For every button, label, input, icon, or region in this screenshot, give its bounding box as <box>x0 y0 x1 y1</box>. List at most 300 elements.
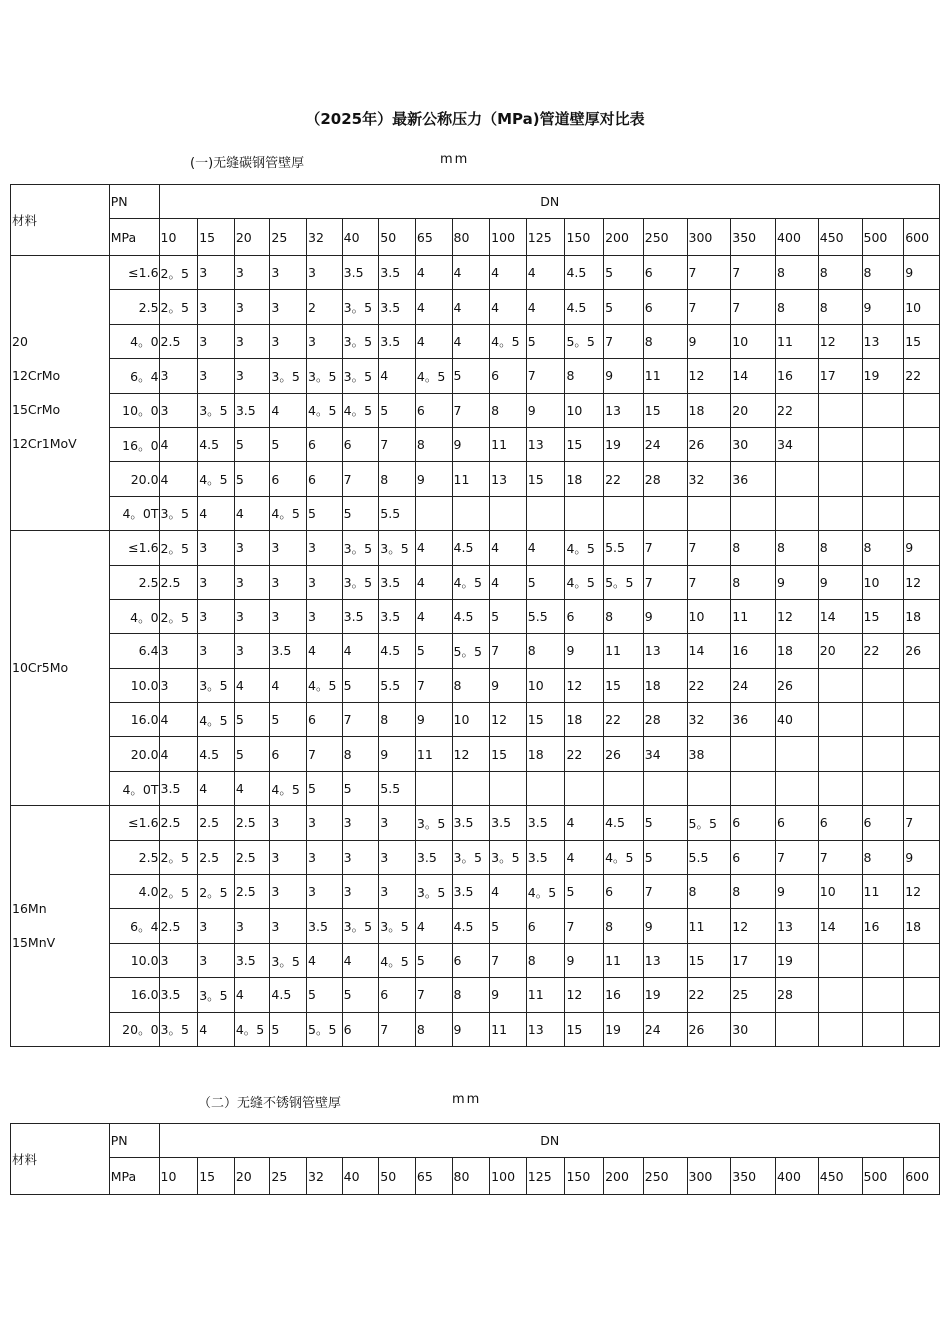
thickness-value: 4 <box>198 1012 235 1046</box>
thickness-value: 8 <box>687 875 731 909</box>
thickness-value: 12 <box>818 324 862 358</box>
thickness-value: 19 <box>604 1012 644 1046</box>
mpa-header: MPa <box>109 1158 159 1195</box>
thickness-value: 8 <box>643 324 687 358</box>
thickness-value: 8 <box>565 359 604 393</box>
thickness-value: 3。5 <box>270 943 307 977</box>
dn-size-cell: 100 <box>490 1158 527 1195</box>
thickness-value: 3 <box>159 943 198 977</box>
thickness-value: 4。5 <box>198 703 235 737</box>
thickness-value: 9 <box>490 668 527 702</box>
thickness-value <box>776 496 819 530</box>
thickness-value: 7 <box>731 256 776 290</box>
thickness-value <box>604 771 644 805</box>
thickness-value <box>904 943 940 977</box>
thickness-value <box>904 496 940 530</box>
thickness-value: 18 <box>565 462 604 496</box>
thickness-value: 5 <box>415 943 452 977</box>
thickness-value: 15 <box>526 703 565 737</box>
dn-sizes-row <box>11 219 940 256</box>
thickness-value: 26 <box>604 737 644 771</box>
pn-value: 4。0 <box>109 324 159 358</box>
thickness-value: 4。5 <box>452 565 490 599</box>
thickness-value <box>904 703 940 737</box>
thickness-value: 4 <box>452 256 490 290</box>
thickness-value <box>904 462 940 496</box>
thickness-value: 2.5 <box>159 565 198 599</box>
thickness-value: 9 <box>643 909 687 943</box>
thickness-value <box>818 943 862 977</box>
thickness-value <box>862 496 904 530</box>
thickness-value: 9 <box>776 875 819 909</box>
thickness-value: 3。5 <box>342 565 379 599</box>
thickness-value: 3 <box>198 324 235 358</box>
thickness-value: 30 <box>731 427 776 461</box>
thickness-value: 7 <box>452 393 490 427</box>
thickness-value: 18 <box>904 599 940 633</box>
thickness-value: 9 <box>904 840 940 874</box>
table-row <box>11 393 940 427</box>
thickness-value: 13 <box>643 634 687 668</box>
thickness-value: 5 <box>342 978 379 1012</box>
thickness-value: 8 <box>604 909 644 943</box>
thickness-value <box>452 496 490 530</box>
thickness-value: 4 <box>415 324 452 358</box>
thickness-value: 3.5 <box>526 806 565 840</box>
thickness-value: 8 <box>415 1012 452 1046</box>
thickness-value: 8 <box>776 290 819 324</box>
thickness-value: 6 <box>604 875 644 909</box>
thickness-value: 12 <box>687 359 731 393</box>
dn-size-cell: 250 <box>643 219 687 256</box>
thickness-value: 5 <box>643 806 687 840</box>
thickness-value: 3 <box>234 634 270 668</box>
thickness-value: 3。5 <box>379 531 416 565</box>
table-row <box>11 668 940 702</box>
thickness-value: 14 <box>818 599 862 633</box>
thickness-value: 22 <box>604 703 644 737</box>
thickness-value: 3 <box>342 875 379 909</box>
thickness-value: 4 <box>526 290 565 324</box>
thickness-value: 7 <box>307 737 343 771</box>
thickness-value: 3 <box>307 256 343 290</box>
thickness-value: 3 <box>234 359 270 393</box>
thickness-value: 6 <box>342 1012 379 1046</box>
thickness-value: 10 <box>862 565 904 599</box>
thickness-value: 5 <box>490 909 527 943</box>
pn-header: PN <box>109 1124 159 1158</box>
thickness-value: 20 <box>818 634 862 668</box>
thickness-value: 7 <box>643 531 687 565</box>
thickness-value: 3。5 <box>307 359 343 393</box>
material-name: 10Cr5Mo <box>12 660 69 676</box>
thickness-value: 13 <box>776 909 819 943</box>
table-row <box>11 737 940 771</box>
thickness-value: 15 <box>490 737 527 771</box>
thickness-value: 3 <box>198 290 235 324</box>
thickness-value <box>526 496 565 530</box>
thickness-value <box>415 496 452 530</box>
thickness-value: 12 <box>565 668 604 702</box>
thickness-value: 4 <box>565 806 604 840</box>
pn-value: 2.5 <box>109 290 159 324</box>
thickness-value: 3 <box>270 909 307 943</box>
pn-value: 16.0 <box>109 978 159 1012</box>
thickness-value: 8 <box>731 565 776 599</box>
pn-value: 16.0 <box>109 703 159 737</box>
thickness-value: 8 <box>452 978 490 1012</box>
thickness-value <box>490 771 527 805</box>
dn-size-cell: 200 <box>604 1158 644 1195</box>
thickness-value: 11 <box>731 599 776 633</box>
carbon-steel-wall-thickness-table <box>10 184 940 1047</box>
dn-size-cell: 400 <box>776 1158 819 1195</box>
thickness-value: 4 <box>415 565 452 599</box>
thickness-value: 22 <box>862 634 904 668</box>
thickness-value: 18 <box>643 668 687 702</box>
pn-value: 4。0 <box>109 599 159 633</box>
section2-heading: （二）无缝不锈钢管壁厚 <box>198 1096 342 1111</box>
dn-size-cell: 300 <box>687 219 731 256</box>
dn-size-cell: 150 <box>565 219 604 256</box>
pn-value: 20.0 <box>109 737 159 771</box>
thickness-value: 5 <box>342 668 379 702</box>
thickness-value: 5 <box>643 840 687 874</box>
thickness-value: 3 <box>159 393 198 427</box>
table-row <box>11 634 940 668</box>
thickness-value: 3。5 <box>198 978 235 1012</box>
thickness-value <box>731 737 776 771</box>
thickness-value: 7 <box>687 565 731 599</box>
table-row <box>11 771 940 805</box>
thickness-value: 8 <box>818 531 862 565</box>
thickness-value: 8 <box>731 875 776 909</box>
dn-sizes-row <box>11 1158 940 1195</box>
pn-value: 6.4 <box>109 634 159 668</box>
thickness-value: 3 <box>234 909 270 943</box>
pn-value: ≤1.6 <box>109 806 159 840</box>
thickness-value: 14 <box>818 909 862 943</box>
thickness-value <box>904 427 940 461</box>
thickness-value: 9 <box>452 427 490 461</box>
thickness-value: 36 <box>731 703 776 737</box>
table-row <box>11 462 940 496</box>
thickness-value: 3 <box>379 840 416 874</box>
thickness-value: 2。5 <box>159 599 198 633</box>
thickness-value: 3 <box>270 256 307 290</box>
thickness-value: 4 <box>159 737 198 771</box>
thickness-value: 3。5 <box>490 840 527 874</box>
thickness-value: 2。5 <box>159 256 198 290</box>
thickness-value: 7 <box>379 1012 416 1046</box>
thickness-value: 8 <box>342 737 379 771</box>
thickness-value: 34 <box>643 737 687 771</box>
stainless-steel-wall-thickness-table <box>10 1123 940 1195</box>
thickness-value: 3。5 <box>415 875 452 909</box>
thickness-value: 4 <box>415 256 452 290</box>
thickness-value: 6 <box>643 290 687 324</box>
thickness-value: 7 <box>565 909 604 943</box>
thickness-value <box>818 462 862 496</box>
material-cell <box>11 531 110 806</box>
thickness-value: 8 <box>526 943 565 977</box>
thickness-value: 2.5 <box>234 840 270 874</box>
thickness-value: 22 <box>776 393 819 427</box>
thickness-value <box>604 496 644 530</box>
thickness-value: 4 <box>490 565 527 599</box>
thickness-value: 2.5 <box>234 875 270 909</box>
thickness-value: 15 <box>565 1012 604 1046</box>
thickness-value: 25 <box>731 978 776 1012</box>
thickness-value: 7 <box>687 290 731 324</box>
thickness-value: 3 <box>234 324 270 358</box>
material-name: 12CrMo <box>12 368 61 384</box>
thickness-value: 3 <box>198 634 235 668</box>
thickness-value: 19 <box>776 943 819 977</box>
dn-size-cell: 20 <box>234 1158 270 1195</box>
table-row <box>11 978 940 1012</box>
thickness-value: 9 <box>415 703 452 737</box>
thickness-value: 3.5 <box>307 909 343 943</box>
thickness-value: 24 <box>643 1012 687 1046</box>
thickness-value: 8 <box>862 840 904 874</box>
thickness-value: 9 <box>565 634 604 668</box>
dn-size-cell: 100 <box>490 219 527 256</box>
thickness-value: 4.5 <box>565 256 604 290</box>
dn-size-cell: 350 <box>731 219 776 256</box>
thickness-value: 3.5 <box>379 290 416 324</box>
thickness-value <box>818 668 862 702</box>
thickness-value: 7 <box>643 875 687 909</box>
material-name: 16Mn <box>12 901 47 917</box>
dn-size-cell: 40 <box>342 219 379 256</box>
thickness-value <box>862 703 904 737</box>
thickness-value: 3.5 <box>452 875 490 909</box>
thickness-value: 4。5 <box>234 1012 270 1046</box>
thickness-value: 4 <box>270 393 307 427</box>
table-row <box>11 806 940 840</box>
thickness-value: 3 <box>198 565 235 599</box>
thickness-value <box>862 393 904 427</box>
thickness-value <box>565 496 604 530</box>
thickness-value: 5。5 <box>452 634 490 668</box>
pn-value: 2.5 <box>109 565 159 599</box>
thickness-value: 4 <box>159 427 198 461</box>
thickness-value: 5 <box>270 703 307 737</box>
thickness-value: 3。5 <box>159 1012 198 1046</box>
thickness-value: 5 <box>565 875 604 909</box>
thickness-value: 6 <box>307 427 343 461</box>
table-row <box>11 875 940 909</box>
thickness-value: 2。5 <box>159 840 198 874</box>
thickness-value: 12 <box>565 978 604 1012</box>
thickness-value: 3 <box>270 875 307 909</box>
thickness-value: 8 <box>862 531 904 565</box>
thickness-value: 7 <box>490 634 527 668</box>
thickness-value: 3。5 <box>452 840 490 874</box>
thickness-value: 3。5 <box>159 496 198 530</box>
pn-value: 4。0T <box>109 771 159 805</box>
thickness-value <box>776 1012 819 1046</box>
thickness-value: 3.5 <box>490 806 527 840</box>
thickness-value: 10 <box>526 668 565 702</box>
thickness-value: 3 <box>198 531 235 565</box>
thickness-value: 13 <box>526 427 565 461</box>
thickness-value: 3 <box>198 909 235 943</box>
thickness-value: 4.5 <box>379 634 416 668</box>
material-cell <box>11 256 110 531</box>
dn-size-cell: 65 <box>415 1158 452 1195</box>
thickness-value: 18 <box>904 909 940 943</box>
thickness-value: 4 <box>379 359 416 393</box>
thickness-value <box>818 427 862 461</box>
thickness-value: 5 <box>342 496 379 530</box>
thickness-value: 5 <box>234 703 270 737</box>
thickness-value: 3。5 <box>342 324 379 358</box>
table-row <box>11 531 940 565</box>
thickness-value: 3。5 <box>342 909 379 943</box>
thickness-value: 3 <box>270 531 307 565</box>
thickness-value: 19 <box>862 359 904 393</box>
thickness-value: 12 <box>904 565 940 599</box>
thickness-value: 3 <box>198 256 235 290</box>
thickness-value <box>904 393 940 427</box>
thickness-value: 4 <box>342 943 379 977</box>
thickness-value: 9 <box>643 599 687 633</box>
thickness-value: 13 <box>526 1012 565 1046</box>
thickness-value: 4。5 <box>565 531 604 565</box>
thickness-value: 18 <box>565 703 604 737</box>
pn-header: PN <box>109 185 159 219</box>
thickness-value: 4 <box>526 531 565 565</box>
thickness-value <box>818 771 862 805</box>
thickness-value: 3.5 <box>452 806 490 840</box>
thickness-value: 30 <box>731 1012 776 1046</box>
thickness-value: 7 <box>604 324 644 358</box>
thickness-value: 24 <box>643 427 687 461</box>
thickness-value: 7 <box>490 943 527 977</box>
thickness-value: 4。5 <box>565 565 604 599</box>
dn-size-cell: 40 <box>342 1158 379 1195</box>
dn-size-cell: 80 <box>452 219 490 256</box>
thickness-value: 3 <box>234 531 270 565</box>
thickness-value: 8 <box>379 703 416 737</box>
thickness-value: 3。5 <box>342 531 379 565</box>
thickness-value: 6 <box>526 909 565 943</box>
thickness-value: 4。5 <box>198 462 235 496</box>
thickness-value: 6 <box>731 840 776 874</box>
thickness-value: 7 <box>379 427 416 461</box>
thickness-value: 3.5 <box>379 324 416 358</box>
thickness-value: 9 <box>379 737 416 771</box>
thickness-value: 26 <box>687 1012 731 1046</box>
thickness-value <box>862 771 904 805</box>
thickness-value: 4.5 <box>198 427 235 461</box>
thickness-value: 4.5 <box>452 531 490 565</box>
thickness-value: 13 <box>862 324 904 358</box>
thickness-value: 36 <box>731 462 776 496</box>
thickness-value: 2。5 <box>198 875 235 909</box>
thickness-value: 4。5 <box>379 943 416 977</box>
thickness-value: 3 <box>379 806 416 840</box>
thickness-value: 8 <box>415 427 452 461</box>
section1-heading: (一)无缝碳钢管壁厚 <box>190 156 305 171</box>
thickness-value: 4 <box>234 668 270 702</box>
thickness-value: 3 <box>342 806 379 840</box>
thickness-value: 34 <box>776 427 819 461</box>
thickness-value: 11 <box>862 875 904 909</box>
pn-value: 20。0 <box>109 1012 159 1046</box>
thickness-value <box>731 496 776 530</box>
thickness-value: 26 <box>776 668 819 702</box>
thickness-value <box>904 668 940 702</box>
table-row <box>11 703 940 737</box>
thickness-value: 4 <box>452 290 490 324</box>
thickness-value: 9 <box>526 393 565 427</box>
thickness-value: 3.5 <box>379 256 416 290</box>
thickness-value <box>731 771 776 805</box>
thickness-value: 8 <box>604 599 644 633</box>
material-name: 15CrMo <box>12 402 61 418</box>
dn-size-cell: 32 <box>307 219 343 256</box>
page-title: （2025年）最新公称压力（MPa)管道壁厚对比表 <box>305 110 645 128</box>
thickness-value: 3 <box>234 599 270 633</box>
thickness-value: 24 <box>731 668 776 702</box>
dn-size-cell: 600 <box>904 219 940 256</box>
thickness-value: 3 <box>234 565 270 599</box>
thickness-value: 6 <box>643 256 687 290</box>
pn-value: 16。0 <box>109 427 159 461</box>
thickness-value: 4 <box>234 496 270 530</box>
thickness-value: 6 <box>565 599 604 633</box>
thickness-value: 3 <box>270 324 307 358</box>
section2-unit: mm <box>452 1092 482 1107</box>
dn-size-cell: 125 <box>526 1158 565 1195</box>
thickness-value: 18 <box>687 393 731 427</box>
thickness-value: 5 <box>452 359 490 393</box>
thickness-value: 3。5 <box>379 909 416 943</box>
thickness-value: 6 <box>862 806 904 840</box>
thickness-value: 2 <box>307 290 343 324</box>
thickness-value: 4。5 <box>490 324 527 358</box>
thickness-value: 13 <box>490 462 527 496</box>
thickness-value: 11 <box>526 978 565 1012</box>
thickness-value: 3.5 <box>234 393 270 427</box>
thickness-value: 5 <box>234 462 270 496</box>
thickness-value: 6 <box>342 427 379 461</box>
thickness-value: 2.5 <box>198 840 235 874</box>
thickness-value <box>904 1012 940 1046</box>
material-name: 20 <box>12 334 28 350</box>
dn-size-cell: 10 <box>159 1158 198 1195</box>
thickness-value <box>818 393 862 427</box>
thickness-value: 18 <box>526 737 565 771</box>
thickness-value <box>415 771 452 805</box>
thickness-value: 2。5 <box>159 875 198 909</box>
thickness-value: 4 <box>565 840 604 874</box>
thickness-value: 3.5 <box>270 634 307 668</box>
thickness-value: 11 <box>687 909 731 943</box>
thickness-value: 15 <box>904 324 940 358</box>
thickness-value: 2.5 <box>159 806 198 840</box>
thickness-value <box>643 771 687 805</box>
thickness-value: 5.5 <box>526 599 565 633</box>
dn-size-cell: 450 <box>818 1158 862 1195</box>
thickness-value: 15 <box>604 668 644 702</box>
thickness-value: 5 <box>490 599 527 633</box>
thickness-value: 5 <box>604 290 644 324</box>
thickness-value: 20 <box>731 393 776 427</box>
